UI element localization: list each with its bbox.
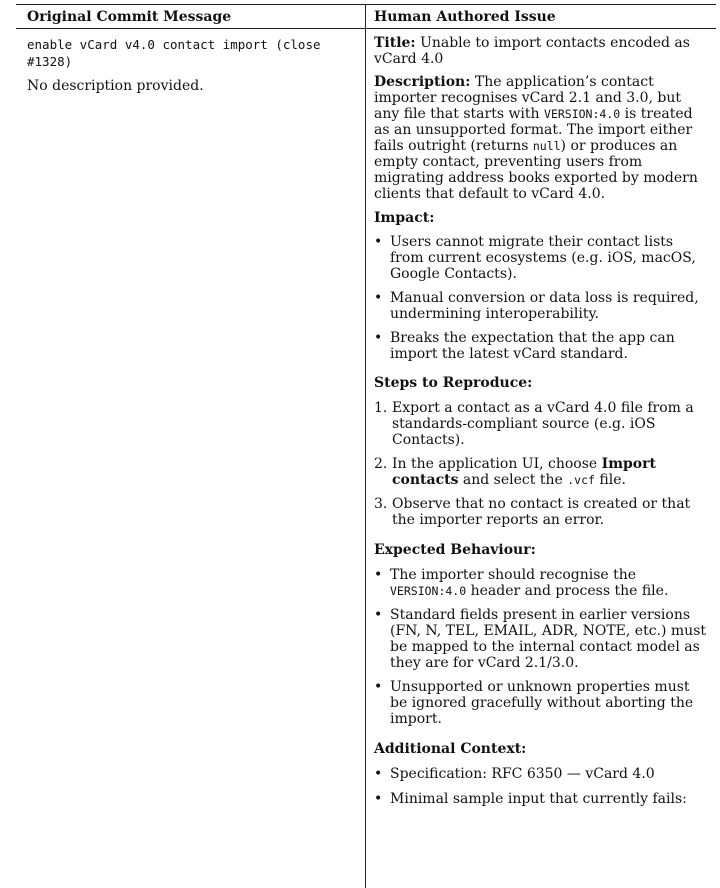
issue-column: [374, 35, 709, 807]
steps-list: [374, 400, 709, 528]
bullet: •: [374, 234, 383, 250]
list-item: • The importer should recognise the VERSION:4.0 header and process the file.: [374, 567, 669, 599]
list-item: • Minimal sample input that currently fails:: [374, 791, 687, 807]
bullet: •: [374, 766, 383, 782]
list-item: 2. In the application UI, choose Import contacts and select the .vcf file.: [374, 456, 656, 488]
commit-column: [27, 36, 357, 95]
issue-title-text: Unable to import contacts encoded as vCard 4.0: [374, 35, 690, 67]
column-divider: [365, 4, 366, 888]
bullet: •: [374, 679, 383, 695]
version-code: VERSION:4.0: [544, 107, 621, 121]
expected-list: [374, 567, 709, 727]
table-top-rule: [16, 4, 716, 5]
list-item: 1. Export a contact as a vCard 4.0 file from a standards-compliant source (e.g. iOS Contacts).: [374, 400, 694, 448]
context-list: [374, 766, 709, 807]
bullet: •: [374, 290, 383, 306]
bullet: •: [374, 330, 383, 346]
table-header-rule: [16, 28, 716, 29]
expected-heading: Expected Behaviour:: [374, 542, 536, 558]
issue-title-label: Title:: [374, 35, 416, 51]
bullet: •: [374, 791, 383, 807]
list-item: • Specification: RFC 6350 — vCard 4.0: [374, 766, 655, 782]
vcf-code: .vcf: [567, 473, 595, 487]
list-item: • Users cannot migrate their contact lists from current ecosystems (e.g. iOS, macOS, Google Contacts).: [374, 234, 696, 282]
header-human-authored-issue: Human Authored Issue: [374, 9, 556, 25]
issue-description-label: Description:: [374, 74, 471, 90]
list-item: 3. Observe that no contact is created or that the importer reports an error.: [374, 496, 691, 528]
commit-message: enable vCard v4.0 contact import (close #1328): [27, 37, 321, 69]
import-contacts-label: Import contacts: [392, 456, 656, 488]
context-heading: Additional Context:: [374, 741, 527, 757]
steps-heading: Steps to Reproduce:: [374, 375, 533, 391]
issue-description: Description: The application’s contact importer recognises vCard 2.1 and 3.0, but any file that starts with VERSION:4.0 is treated as an unsupported format. The import either fails outright (returns null) or produces an empty contact, preventing users from migrating address books exported by modern clients that default to vCard 4.0.: [374, 74, 698, 202]
list-item: • Unsupported or unknown properties must be ignored gracefully without aborting the import.: [374, 679, 694, 727]
impact-heading: Impact:: [374, 210, 435, 226]
commit-description: No description provided.: [27, 78, 204, 94]
list-item: • Manual conversion or data loss is required, undermining interoperability.: [374, 290, 699, 322]
null-code: null: [532, 139, 561, 153]
issue-title: [374, 35, 709, 67]
impact-list: [374, 234, 709, 362]
bullet: •: [374, 607, 383, 623]
list-item: • Standard fields present in earlier versions (FN, N, TEL, EMAIL, ADR, NOTE, etc.) must be mapped to the internal contact model as they are for vCard 2.1/3.0.: [374, 607, 707, 671]
list-item: • Breaks the expectation that the app can import the latest vCard standard.: [374, 330, 675, 362]
header-original-commit-message: Original Commit Message: [27, 9, 232, 25]
version-code: VERSION:4.0: [390, 584, 467, 598]
bullet: •: [374, 567, 383, 583]
